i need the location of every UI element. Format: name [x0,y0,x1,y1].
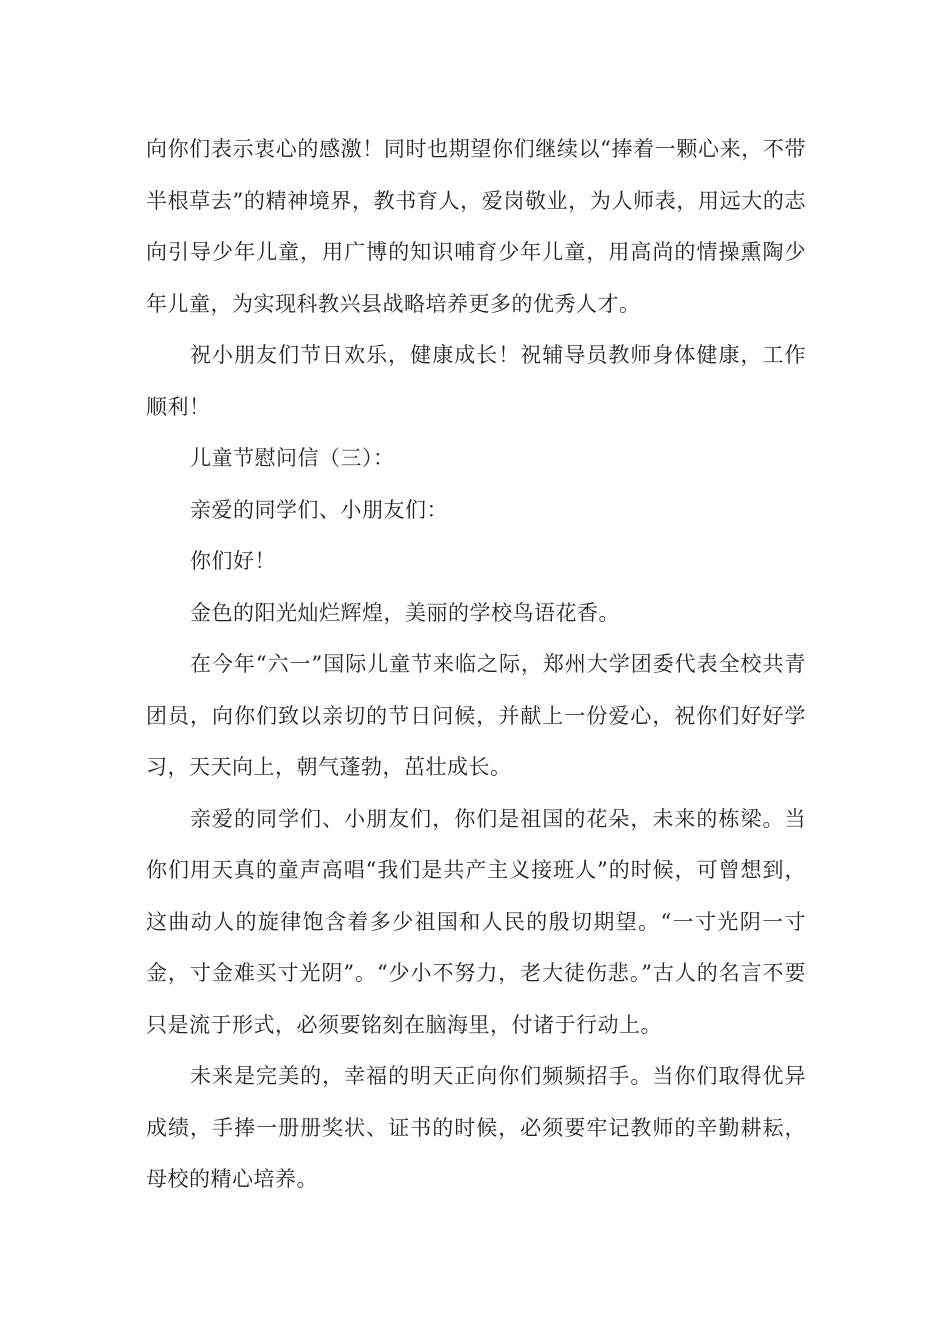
paragraph-childrens-day: 在今年“六一”国际儿童节来临之际，郑州大学团委代表全校共青团员，向你们致以亲切的节日问候，并献上一份爱心，祝你们好好学习，天天向上，朝气蓬勃，茁壮成长。 [146,652,806,779]
document-body [146,124,806,1206]
letter-greeting: 你们好！ [190,549,276,573]
paragraph-sunshine: 金色的阳光灿烂辉煌，美丽的学校鸟语花香。 [190,600,620,625]
paragraph-future-pillars: 亲爱的同学们、小朋友们，你们是祖国的花朵，未来的栋梁。当你们用天真的童声高唱“我们是共产主义接班人”的时候，可曾想到，这曲动人的旋律饱含着多少祖国和人民的殷切期望。“一寸光阴一寸金，寸金难买寸光阴”。“少小不努力，老大徒伤悲。”古人的名言不要只是流于形式，必须要铭刻在脑海里，付诸于行动上。 [146,806,806,1037]
paragraph-bright-future: 未来是完美的，幸福的明天正向你们频频招手。当你们取得优异成绩，手捧一册册奖状、证书的时候，必须要牢记教师的辛勤耕耘，母校的精心培养。 [146,1064,806,1191]
paragraph-wishes: 祝小朋友们节日欢乐，健康成长！祝辅导员教师身体健康，工作顺利！ [146,343,806,419]
letter-salutation: 亲爱的同学们、小朋友们： [190,497,448,522]
paragraph-continuation: 向你们表示衷心的感激！同时也期望你们继续以“捧着一颗心来，不带半根草去”的精神境界，教书育人，爱岗敬业，为人师表，用远大的志向引导少年儿童，用广博的知识哺育少年儿童，用高尚的情操熏陶少年儿童，为实现科教兴县战略培养更多的优秀人才。 [146,137,806,316]
letter-heading: 儿童节慰问信（三）： [190,446,395,470]
